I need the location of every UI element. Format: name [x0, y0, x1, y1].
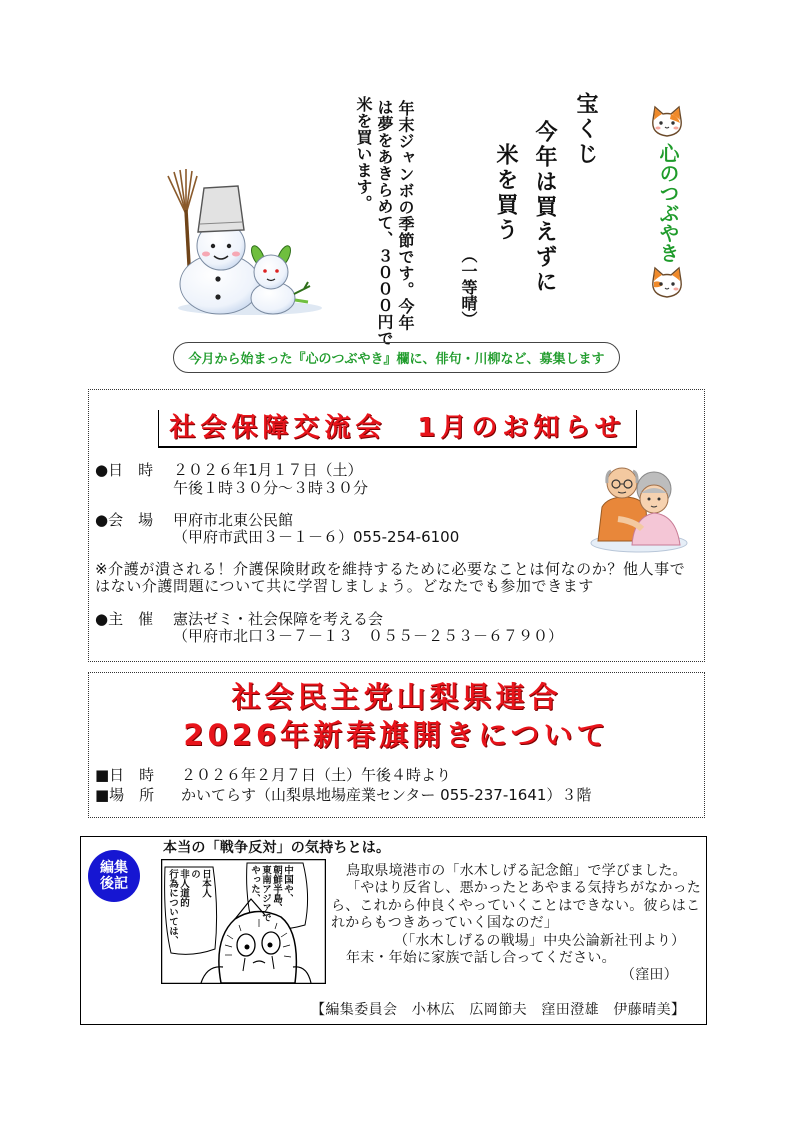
venue-address: （甲府市武田３－１－６）055-254-6100	[173, 528, 460, 546]
editors-afterword-box	[80, 836, 707, 1025]
haiku-line: 宝くじ	[573, 92, 599, 167]
manga-speech-bubble	[249, 865, 293, 925]
tsubuyaki-title: 心のつぶやき	[656, 143, 680, 263]
afterword-line: 鳥取県境港市の「水木しげる記念館」で学びました。	[346, 863, 687, 879]
time-value: 午後１時３０分～３時３０分	[173, 479, 369, 497]
manga-panel	[161, 859, 326, 984]
notice-title: 社会民主党山梨県連合	[231, 680, 562, 714]
haiku-line: 米を買う	[493, 143, 519, 243]
place-label: ■場 所	[95, 786, 155, 804]
afterword-badge	[88, 850, 140, 902]
prose-line: 年末ジャンボの季節です。今年	[396, 100, 415, 331]
afterword-line: 年末・年始に家族で話し合ってください。	[346, 950, 616, 966]
notice-title: 社会保障交流会 1月のお知らせ	[158, 410, 637, 448]
haiku-line: 今年は買えずに	[532, 120, 558, 295]
haiku-author: （一等晴）	[459, 247, 478, 327]
place-row	[95, 787, 591, 804]
organizer-label: ●主 催	[95, 610, 154, 628]
organizer-address: （甲府市北口３－７－１３ ０５５－２５３－６７９０）	[173, 627, 564, 645]
manga-text-line: 東南アジアで	[260, 865, 271, 922]
afterword-signature: （窪田）	[621, 967, 678, 983]
manga-text-line: 非人道的	[178, 869, 189, 907]
elderly-couple-illustration	[584, 459, 689, 558]
date-value: ２０２６年1月１７日（土）	[173, 461, 363, 479]
date-label: ■日 時	[95, 766, 155, 784]
prose-line: 米を買います。	[354, 96, 373, 212]
prose-line: は夢をあきらめて、３０００円で	[375, 99, 394, 347]
date-row	[95, 462, 363, 479]
cat-icon	[648, 266, 686, 304]
new-year-gathering-notice-box	[88, 672, 705, 818]
afterword-line: 「やはり反省し、悪かったとあやまる気持ちがなかった	[346, 880, 701, 896]
manga-text-line: 日本人	[200, 869, 211, 898]
editorial-committee: 【編集委員会 小林広 広岡節夫 窪田澄雄 伊藤晴美】	[311, 1002, 686, 1018]
manga-text-line: 中国や、	[282, 865, 293, 903]
call-for-submissions-banner: 今月から始まった『心のつぶやき』欄に、俳句・川柳など、募集します	[173, 342, 620, 373]
afterword-heading: 本当の「戦争反対」の気持ちとは。	[163, 840, 391, 856]
venue-row	[95, 512, 293, 529]
manga-text-line: やった、	[249, 865, 260, 903]
badge-text: 編集	[100, 860, 128, 876]
manga-text-line: 行為については、	[167, 869, 178, 945]
date-label: ●日 時	[95, 461, 154, 479]
snowman-illustration	[158, 158, 323, 322]
organizer-value: 憲法ゼミ・社会保障を考える会	[173, 610, 384, 628]
cat-icon	[648, 105, 686, 143]
notice-subtitle: 2026年新春旗開きについて	[183, 718, 610, 752]
manga-text-line: 朝鮮半島、	[271, 865, 282, 913]
date-value: ２０２６年２月７日（土）午後４時より	[181, 766, 452, 784]
afterword-line: （「水木しげるの戦場」中央公論新社刊より）	[394, 933, 686, 949]
afterword-line: ら、これから仲良くやっていくことはできない。彼らはこ	[331, 898, 701, 914]
organizer-row	[95, 611, 383, 628]
badge-text: 後記	[100, 876, 128, 892]
afterword-line: れからもつきあっていく国なのだ」	[331, 915, 559, 931]
place-value: かいてらす（山梨県地場産業センター 055-237-1641）３階	[181, 786, 592, 804]
note-line: はない介護問題について共に学習しましょう。どなたでも参加できます	[95, 577, 594, 595]
manga-text-line: の	[189, 869, 200, 879]
note-line: ※介護が潰される！介護保険財政を維持するために必要なことは何なのか？他人事で	[95, 560, 686, 578]
manga-speech-bubble	[167, 869, 211, 953]
date-row	[95, 767, 451, 784]
social-security-notice-box	[88, 389, 705, 662]
venue-label: ●会 場	[95, 511, 154, 529]
venue-value: 甲府市北東公民館	[173, 511, 294, 529]
